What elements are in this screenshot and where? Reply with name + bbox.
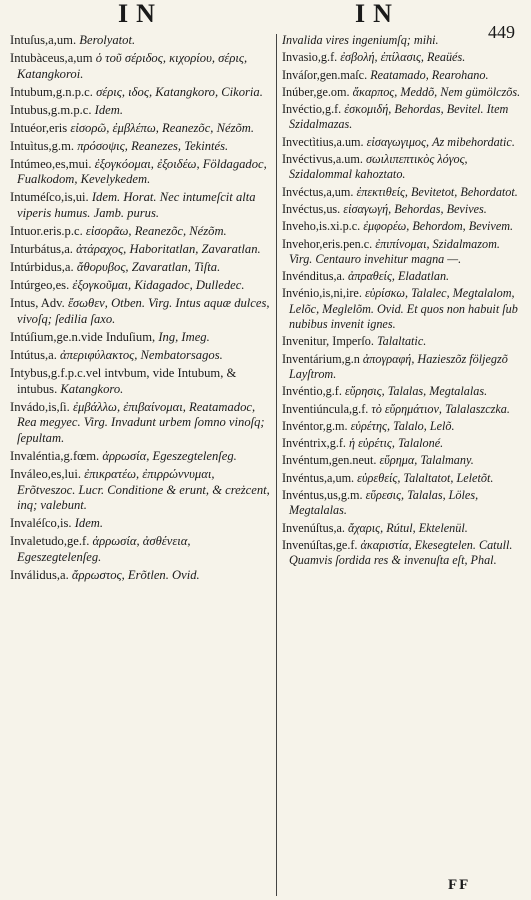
entry-headword: Intuor.eris.p.c. [10,224,83,239]
dictionary-entry [10,449,272,465]
page-number: 449 [488,22,515,42]
dictionary-entry [10,190,272,221]
entry-headword: Inveho,is.xi.p.c. [282,219,361,234]
dictionary-entry [10,296,272,327]
entry-headword: Invénditus,a. [282,269,345,284]
dictionary-entry [10,157,272,188]
dictionary-entry [282,152,525,183]
dictionary-entry [10,366,272,397]
entry-headword: Invéctus,us. [282,201,341,216]
entry-definition: Berolyatot. [79,33,136,47]
entry-definition: σέρις, ιδος, Katangkoro, Cikoria. [96,84,263,99]
dictionary-entry [282,436,525,451]
entry-headword: Invaléſco,is. [10,516,72,531]
entry-definition: ἐξογκόομαι, ἐξοιδέω, Földagadoc, Fualkodom, Kevelykedem. [17,156,267,187]
entry-headword: Invaletudo,ge.f. [10,534,90,549]
entry-definition: εὕρημα, Talalmany. [379,453,474,468]
dictionary-entry [282,538,525,569]
entry-headword: Invasio,g.f. [282,50,338,65]
dictionary-entry [282,453,525,468]
entry-headword: Invectìtius,a.um. [282,134,364,149]
entry-headword: Invenúſtas,ge.f. [282,537,358,552]
entry-headword: Invéctus,a,um. [282,184,354,199]
dictionary-entry [10,568,272,584]
dictionary-entry [282,202,525,217]
dictionary-entry [282,102,525,133]
running-head-left: IN [118,0,163,28]
entry-definition: ἀτάραχος, Haboritatlan, Zavaratlan. [76,242,261,257]
dictionary-entry [10,242,272,258]
entry-definition: Idem. Horat. Nec intumeſcit alta viperis humus. Jamb. purus. [17,190,256,221]
entry-headword: Invéctivus,a.um. [282,152,363,167]
dictionary-entry [282,521,525,536]
entry-headword: Inválidus,a. [10,568,69,583]
left-column [10,33,272,897]
dictionary-entry [282,33,525,48]
entry-definition: Katangkoro. [60,381,124,396]
dictionary-entry [10,121,272,137]
entry-definition: ἐπιπίνομαι, Szidalmazom. Virg. Centauro invehitur magna —. [289,236,500,266]
entry-headword: Invaléntia,g.fœm. [10,448,100,463]
entry-headword: Intybus,g.f.p.c.vel intvbum, vide Intubum, & intubus. [10,365,237,396]
entry-definition: ἄθορυβος, Zavaratlan, Tiſta. [76,260,221,275]
dictionary-entry [282,68,525,83]
entry-definition: ἄρρωστος, Erõtlen. Ovid. [71,568,200,583]
entry-definition: ἀκαριστία, Ekesegtelen. Catull. Quamvis ſordida res & invenuſta eſt, Phal. [289,537,513,568]
entry-definition: Talaltatic. [376,334,427,349]
entry-definition: ἀπεριφύλακτος, Nembatorsagos. [60,347,223,362]
entry-headword: Inváleo,es,lui. [10,466,81,481]
entry-headword: Intubus,g.m.p.c. [10,102,92,117]
entry-definition: ἐπικρατέω, ἐπιρρώννυμαι, Erõtveszoc. Lucr. Conditione & erunt, & creżcent, inq; valebunt. [17,466,270,513]
dictionary-entry [10,51,272,82]
entry-headword: Invenúſtus,a. [282,520,345,535]
entry-headword: Invéntus,a,um. [282,470,355,485]
entry-definition: εὑρέτης, Talalo, Lelõ. [350,418,455,433]
dictionary-entry [282,334,525,349]
dictionary-entry [282,269,525,284]
dictionary-entry [10,260,272,276]
dictionary-entry [10,400,272,447]
entry-definition: εὑρίσκω, Talalec, Megtalalom, Lelõc, Meglelõm. Ovid. Et quos non habuit ſub nubibus invenit ignes. [289,286,518,332]
dictionary-entry [10,33,272,49]
entry-definition: ἄχαρις, Rútul, Ektelenül. [348,520,468,535]
entry-headword: Inventárium,g.n [282,351,360,366]
entry-headword: Invéntrix,g.f. [282,436,346,451]
entry-definition: εἰσαγωγή, Behordas, Bevives. [343,201,487,216]
entry-headword: Intubum,g.n.p.c. [10,84,93,99]
entry-definition: ἡ εὑρέτις, Talaloné. [349,436,444,451]
entry-headword: Invéntio,g.f. [282,384,342,399]
dictionary-entry [10,348,272,364]
entry-headword: Invéntor,g.m. [282,418,348,433]
entry-headword: Intuſus,a,um. [10,33,77,47]
dictionary-entry [282,488,525,519]
dictionary-entry [282,384,525,399]
entry-headword: Invénio,is,ni,ire. [282,286,362,301]
entry-headword: Invéntum,gen.neut. [282,453,377,468]
entry-headword: Intúrgeo,es. [10,278,70,293]
catchword: FF [448,877,471,893]
dictionary-entry [282,352,525,383]
entry-headword: Intúrbidus,a. [10,260,74,275]
entry-definition: ἐξογκοῦμαι, Kidagadoc, Dulledec. [72,278,245,293]
entry-headword: Intútus,a. [10,347,57,362]
entry-definition: ἄκαρπος, Meddõ, Nem gümölczõs. [352,84,521,99]
entry-definition: εἰσορᾶω, Reanezõc, Nézõm. [85,224,227,239]
dictionary-entry [10,85,272,101]
dictionary-entry [282,219,525,234]
dictionary-entry [10,516,272,532]
entry-definition: Reatamado, Rearohano. [370,67,489,82]
entry-definition: ἐμφορέω, Behordom, Bevivem. [363,219,514,234]
entry-headword: Inventiúncula,g.f. [282,401,369,416]
entry-headword: Intus, Adv. [10,296,65,311]
entry-definition: ἀρρωσία, ἀσθένεια, Egeszegtelenſeg. [17,534,191,565]
dictionary-entry [282,85,525,100]
running-head-right: IN [355,0,400,28]
entry-headword: Invéctio,g.f. [282,102,342,117]
dictionary-entry [282,471,525,486]
dictionary-entry [10,330,272,346]
entry-headword: Inváſor,gen.maſc. [282,67,368,82]
dictionary-entry [282,286,525,332]
column-divider [276,34,277,896]
entry-definition: εἰσαγωγιμος, Az mibehordatic. [366,134,515,149]
entry-definition: ἔσωθεν, Otben. Virg. Intus aquæ dulces, vivoſq; ſedilia ſaxo. [17,296,270,326]
dictionary-entry [10,103,272,119]
dictionary-entry [10,534,272,565]
entry-definition: ἐσκομιδή, Behordas, Bevitel. Item Szidalmazas. [289,102,509,132]
entry-definition: εὑρεθείς, Talaltatot, Leletõt. [357,470,494,485]
dictionary-entry [10,467,272,514]
entry-definition: ἐσβολή, ἐπίλασις, Reaüés. [340,50,466,65]
entry-headword: Intuéor,eris [10,120,68,135]
entry-definition: εἰσορῶ, ἐμβλέπω, Reanezõc, Nézõm. [70,120,255,135]
entry-definition: Ing, Imeg. [158,329,210,344]
entry-headword: Intuméſco,is,ui. [10,190,89,205]
entry-definition: ἀπογραφή, Hazieszõz följegzõ Layſtrom. [289,351,508,381]
entry-definition: ἐπεκτιθείς, Bevitetot, Behordatot. [356,184,518,199]
entry-headword: Invehor,eris.pen.c. [282,236,373,251]
entry-definition: εὕρησις, Talalas, Megtalalas. [344,384,488,399]
dictionary-entry [282,402,525,417]
entry-headword: Intúſium,ge.n.vide Induſium, [10,329,156,344]
dictionary-entry [10,278,272,294]
entry-headword: Intuìtus,g.m. [10,138,75,153]
dictionary-entry [282,419,525,434]
dictionary-entry [282,185,525,200]
entry-definition: ἀρρωσία, Egeszegtelenſeg. [102,448,237,463]
entry-definition: ἐμβάλλω, ἐπιβαίνομαι, Reatamadoc, Rea megyec. Virg. Invadunt urbem ſomno vinoſq; ſepultam. [17,399,265,445]
entry-headword: Inturbátus,a. [10,242,73,257]
entry-headword: Invádo,is,ſi. [10,399,70,414]
right-column [282,33,525,897]
entry-headword: Invenitur, Imperſo. [282,334,374,349]
entry-definition: τὸ εὕρημάτιον, Talalaszczka. [371,401,510,416]
entry-headword: Inúber,ge.om. [282,84,350,99]
entry-definition: ἀπραθείς, Eladatlan. [348,269,450,284]
entry-headword: Intúmeo,es,mui. [10,156,92,171]
entry-definition: ὁ τοῦ σέριδος, κιχορίου, σέρις, Katangkoroi. [17,51,248,81]
entry-headword: Invéntus,us,g.m. [282,488,363,503]
dictionary-entry [10,139,272,155]
entry-headword: Intubàceus,a,um [10,51,93,65]
entry-definition: εὕρεσις, Talalas, Löles, Megtalalas. [289,488,479,518]
dictionary-entry [282,50,525,65]
entry-definition: Idem. [74,516,104,531]
entry-definition: πρόσοψις, Reanezes, Tekintés. [77,138,229,153]
entry-definition: Invalida vires ingeniumſq; mihi. [282,33,439,47]
entry-definition: Idem. [94,102,123,117]
dictionary-entry [282,135,525,150]
dictionary-entry [282,237,525,268]
dictionary-entry [10,224,272,240]
entry-definition: σωιλιπεπτικὸς λόγος, Szidalommal kahoztato. [289,152,468,182]
